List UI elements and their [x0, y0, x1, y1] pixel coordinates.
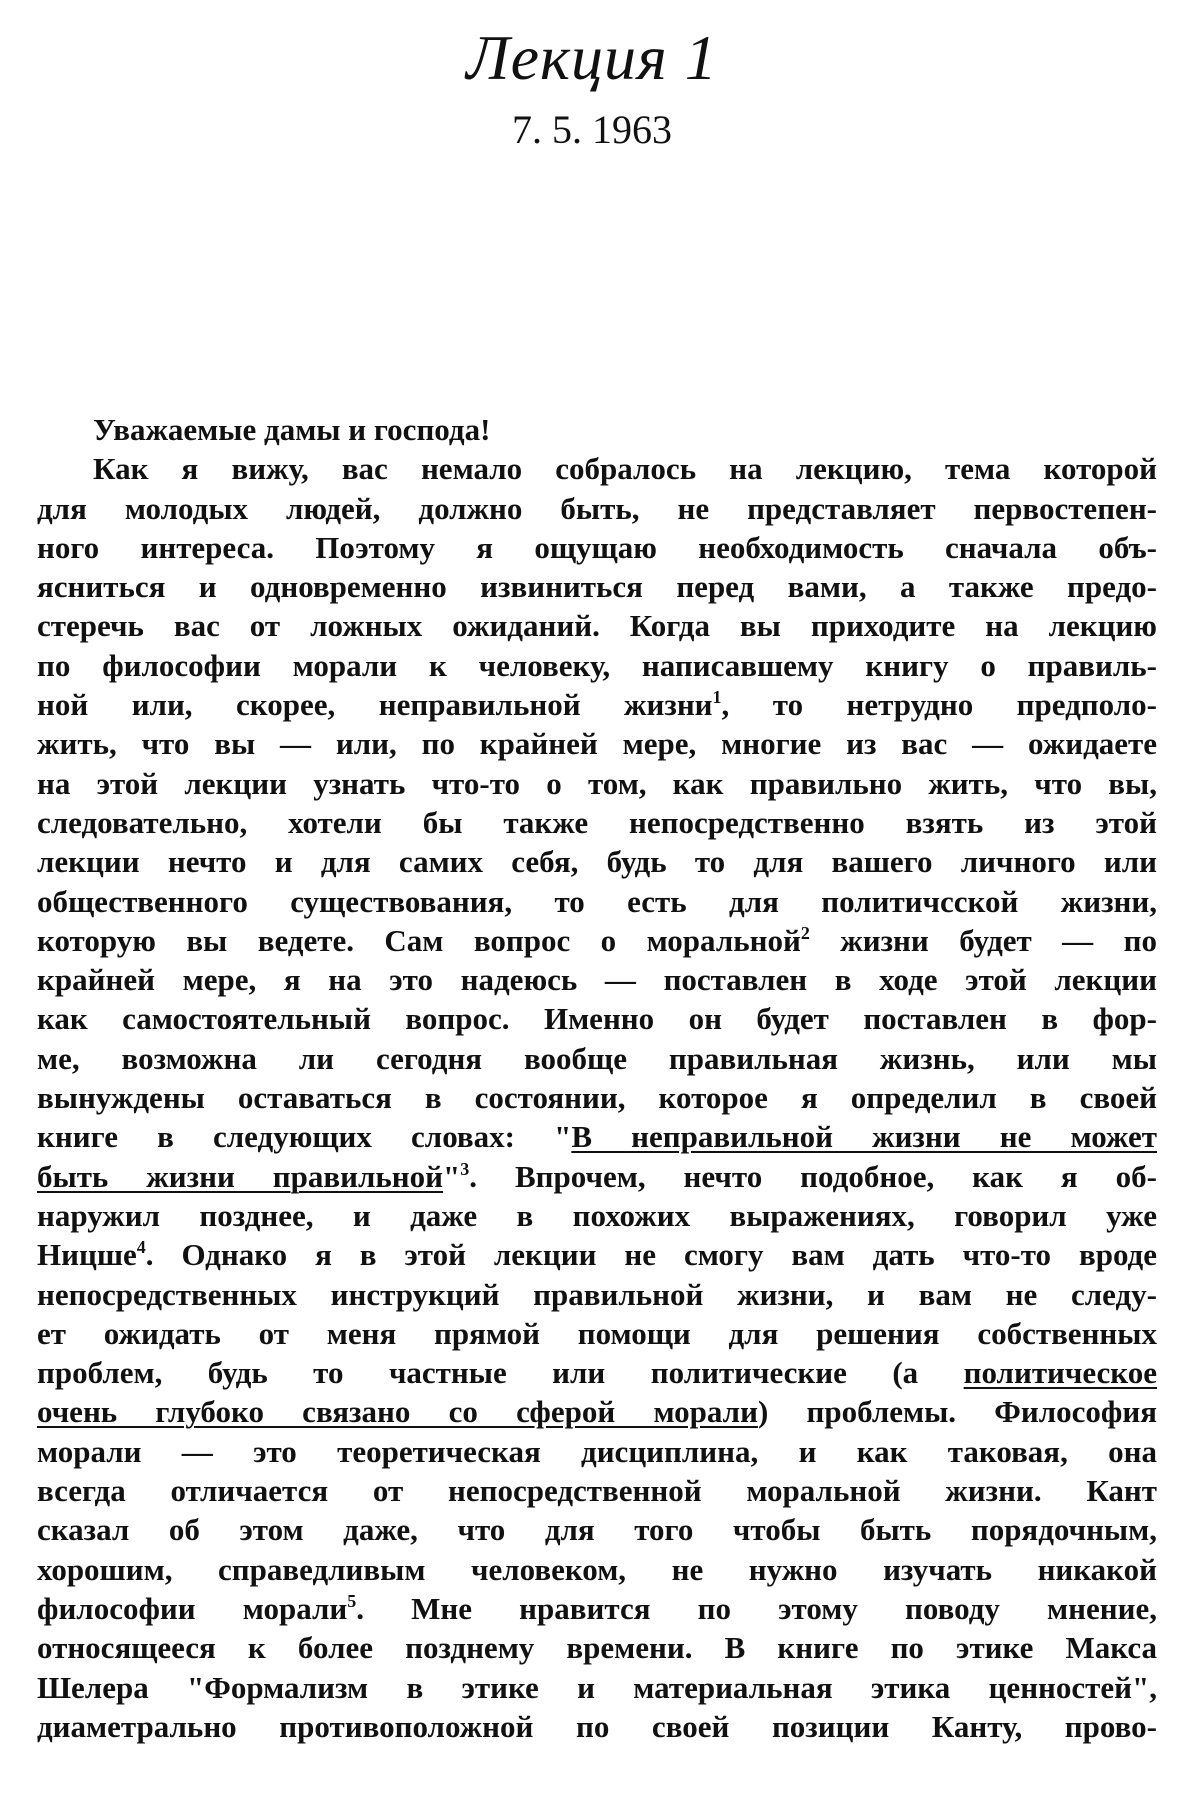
lecture-title: Лекция 1: [466, 22, 718, 93]
text-line: всегда отличается от непосредственной моральной жизни. Кант: [37, 1473, 1157, 1509]
underlined-quote: В неправильной жизни не может: [571, 1119, 1157, 1155]
text-line: ет ожидать от меня прямой помощи для решения собственных: [37, 1315, 1157, 1351]
text-run: . Однако я в этой лекции не смогу вам дать что-то вроде: [145, 1237, 1157, 1273]
text-run: ": [443, 1158, 461, 1194]
underlined-quote: быть жизни правильной: [37, 1158, 444, 1194]
text-line: Шелера "Формализм в этике и материальная этика ценностей",: [37, 1669, 1157, 1705]
footnote-marker: 1: [712, 687, 722, 708]
text-line: диаметрально противоположной по своей позиции Канту, прово-: [37, 1708, 1157, 1744]
text-run: которую вы ведете. Сам вопрос о моральной: [37, 922, 801, 958]
text-line: морали — это теоретическая дисциплина, и как таковая, она: [37, 1433, 1157, 1469]
text-line: для молодых людей, должно быть, не представляет первостепен-: [37, 490, 1157, 526]
text-line: Как я вижу, вас немало собралось на лекцию, тема которой: [93, 451, 1157, 487]
text-line: наружил позднее, и даже в похожих выражениях, говорил уже: [37, 1197, 1157, 1233]
lecture-date: 7. 5. 1963: [512, 107, 672, 152]
underlined-quote: политическое: [963, 1355, 1157, 1391]
footnote-marker: 4: [136, 1237, 146, 1258]
text-line: [37, 1589, 1157, 1628]
text-run: книге в следующих словах: ": [37, 1119, 572, 1155]
text-run: жизни будет — по: [809, 922, 1157, 958]
footnote-marker: 5: [347, 1590, 357, 1611]
text-line: стеречь вас от ложных ожиданий. Когда вы приходите на лекцию: [37, 608, 1157, 644]
text-run: философии морали: [37, 1590, 348, 1626]
text-line: [37, 1117, 1157, 1156]
text-line: лекции нечто и для самих себя, будь то для вашего личного или: [37, 844, 1157, 880]
text-line: [37, 1157, 1157, 1196]
text-line: ме, возможна ли сегодня вообще правильная жизнь, или мы: [37, 1040, 1157, 1076]
text-line: следовательно, хотели бы также непосредственно взять из этой: [37, 804, 1157, 840]
text-line: [37, 1353, 1157, 1392]
text-run: , то нетрудно предполо-: [721, 687, 1157, 723]
text-line: крайней мере, я на это надеюсь — поставлен в ходе этой лекции: [37, 962, 1157, 998]
footnote-marker: 3: [460, 1158, 470, 1179]
text-line: относящееся к более позднему времени. В книге по этике Макса: [37, 1630, 1157, 1666]
text-line: вынуждены оставаться в состоянии, которое я определил в своей: [37, 1080, 1157, 1116]
greeting-line: Уважаемые дамы и господа!: [93, 412, 491, 447]
text-line: [37, 921, 1157, 960]
text-line: хорошим, справедливым человеком, не нужно изучать никакой: [37, 1551, 1157, 1587]
text-line: на этой лекции узнать что-то о том, как правильно жить, что вы,: [37, 765, 1157, 801]
text-line: ного интереса. Поэтому я ощущаю необходимость сначала объ-: [37, 529, 1157, 565]
text-run: Ницше: [37, 1237, 137, 1273]
text-line: по философии морали к человеку, написавшему книгу о правиль-: [37, 647, 1157, 683]
text-line: [37, 1392, 1157, 1431]
text-line: [37, 1235, 1157, 1274]
footnote-marker: 2: [800, 922, 810, 943]
text-run: ной или, скорее, неправильной жизни: [37, 687, 713, 723]
text-line: [37, 685, 1157, 724]
text-line: общественного существования, то есть для политичсской жизни,: [37, 883, 1157, 919]
text-line: сказал об этом даже, что для того чтобы быть порядочным,: [37, 1512, 1157, 1548]
text-line: жить, что вы — или, по крайней мере, многие из вас — ожидаете: [37, 726, 1157, 762]
body-text: [37, 410, 1157, 1746]
text-line: ясниться и одновременно извиниться перед вами, а также предо-: [37, 569, 1157, 605]
text-run: . Впрочем, нечто подобное, как я об-: [469, 1158, 1157, 1194]
text-run: . Мне нравится по этому поводу мнение,: [356, 1590, 1158, 1626]
text-line: как самостоятельный вопрос. Именно он будет поставлен в фор-: [37, 1001, 1157, 1037]
underlined-quote: очень глубоко связано со сферой морали: [37, 1394, 758, 1430]
text-run: ) проблемы. Философия: [757, 1394, 1158, 1430]
text-run: проблем, будь то частные или политические (а: [37, 1355, 964, 1391]
text-line: непосредственных инструкций правильной жизни, и вам не следу-: [37, 1276, 1157, 1312]
